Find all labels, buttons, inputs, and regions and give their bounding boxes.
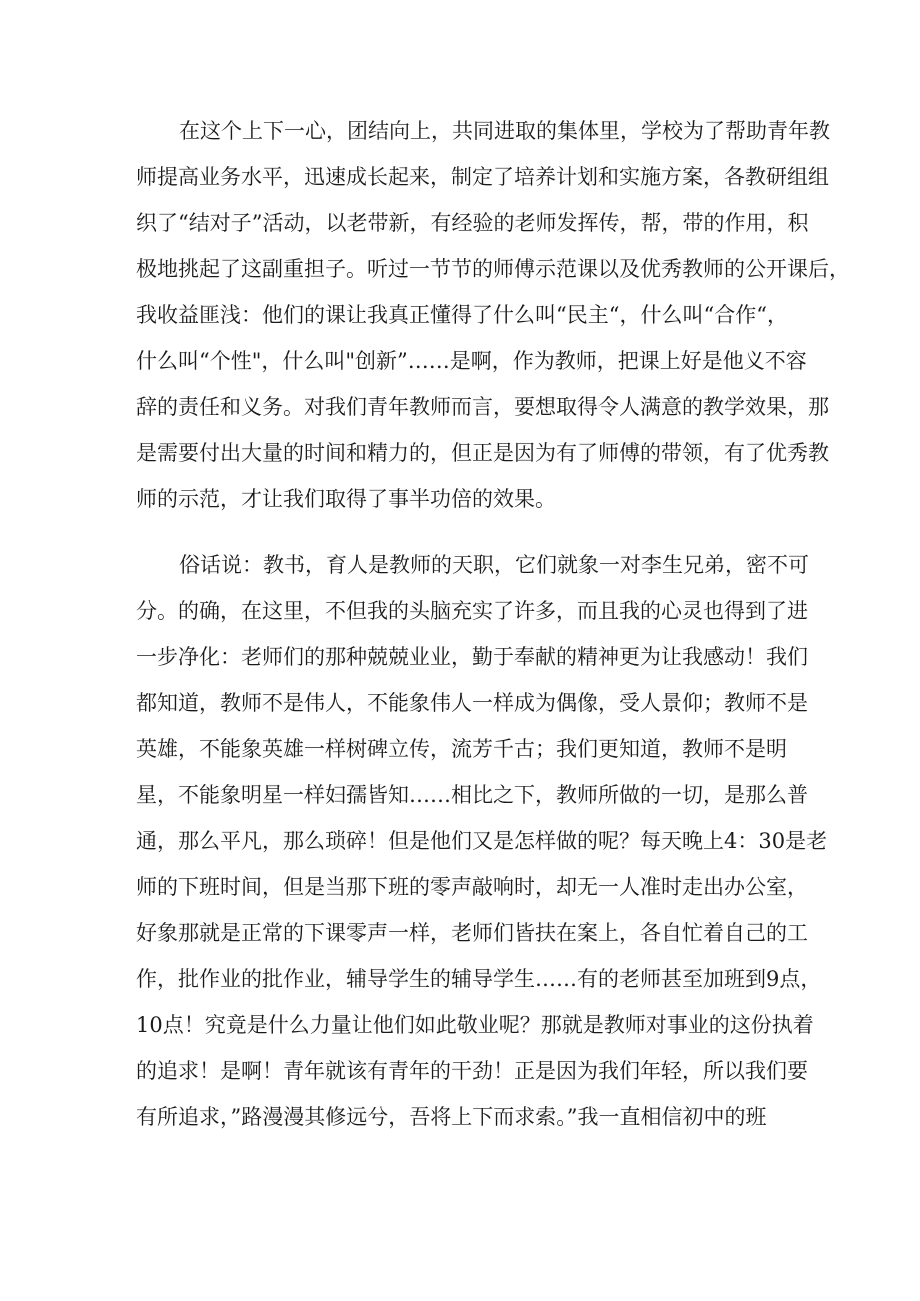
paragraph-2-line-10: 作，批作业的批作业，辅导学生的辅导学生……有的老师甚至加班到9点，	[136, 967, 822, 991]
paragraph-1-line-7: 辞的责任和义务。对我们青年教师而言，要想取得令人满意的教学效果，那	[136, 395, 829, 419]
paragraph-2-line-3: 一步净化：老师们的那种兢兢业业，勤于奉献的精神更为让我感动！我们	[136, 645, 808, 669]
paragraph-1-line-5: 我收益匪浅：他们的课让我真正懂得了什么叫“民主“，什么叫“合作“，	[136, 303, 788, 327]
paragraph-2-line-7: 通，那么平凡，那么琐碎！但是他们又是怎样做的呢？每天晚上4：30是老	[136, 829, 828, 853]
paragraph-1-line-3: 织了“结对子”活动，以老带新，有经验的老师发挥传，帮，带的作用，积	[136, 211, 809, 235]
paragraph-1-line-9: 师的示范，才让我们取得了事半功倍的效果。	[136, 487, 556, 511]
paragraph-2-line-11: 10点！究竟是什么力量让他们如此敬业呢？那就是教师对事业的这份执着	[136, 1013, 814, 1037]
paragraph-2-line-12: 的追求！是啊！青年就该有青年的干劲！正是因为我们年轻，所以我们要	[136, 1059, 808, 1083]
paragraph-1-line-2: 师提高业务水平，迅速成长起来，制定了培养计划和实施方案，各教研组组	[136, 165, 829, 189]
paragraph-1-line-8: 是需要付出大量的时间和精力的，但正是因为有了师傅的带领，有了优秀教	[136, 441, 829, 465]
paragraph-2-line-6: 星，不能象明星一样妇孺皆知……相比之下，教师所做的一切，是那么普	[136, 783, 808, 807]
paragraph-2-line-9: 好象那就是正常的下课零声一样，老师们皆扶在案上，各自忙着自己的工	[136, 921, 808, 945]
paragraph-2-line-8: 师的下班时间，但是当那下班的零声敲响时，却无一人准时走出办公室，	[136, 875, 808, 899]
paragraph-2-line-13: 有所追求，”路漫漫其修远兮，吾将上下而求索。”我一直相信初中的班	[136, 1105, 767, 1129]
paragraph-1-line-6: 什么叫“个性"，什么叫"创新”……是啊，作为教师，把课上好是他义不容	[136, 349, 807, 373]
paragraph-2-line-2: 分。的确，在这里，不但我的头脑充实了许多，而且我的心灵也得到了进	[136, 599, 808, 623]
paragraph-1-line-4: 极地挑起了这副重担子。听过一节节的师傅示范课以及优秀教师的公开课后，	[136, 257, 850, 281]
paragraph-2-line-4: 都知道，教师不是伟人，不能象伟人一样成为偶像，受人景仰；教师不是	[136, 691, 808, 715]
paragraph-2-line-5: 英雄，不能象英雄一样树碑立传，流芳千古；我们更知道，教师不是明	[136, 737, 787, 761]
paragraph-2-line-1: 俗话说：教书，育人是教师的天职，它们就象一对李生兄弟，密不可	[179, 553, 809, 577]
paragraph-1-line-1: 在这个上下一心，团结向上，共同进取的集体里，学校为了帮助青年教	[179, 119, 830, 143]
